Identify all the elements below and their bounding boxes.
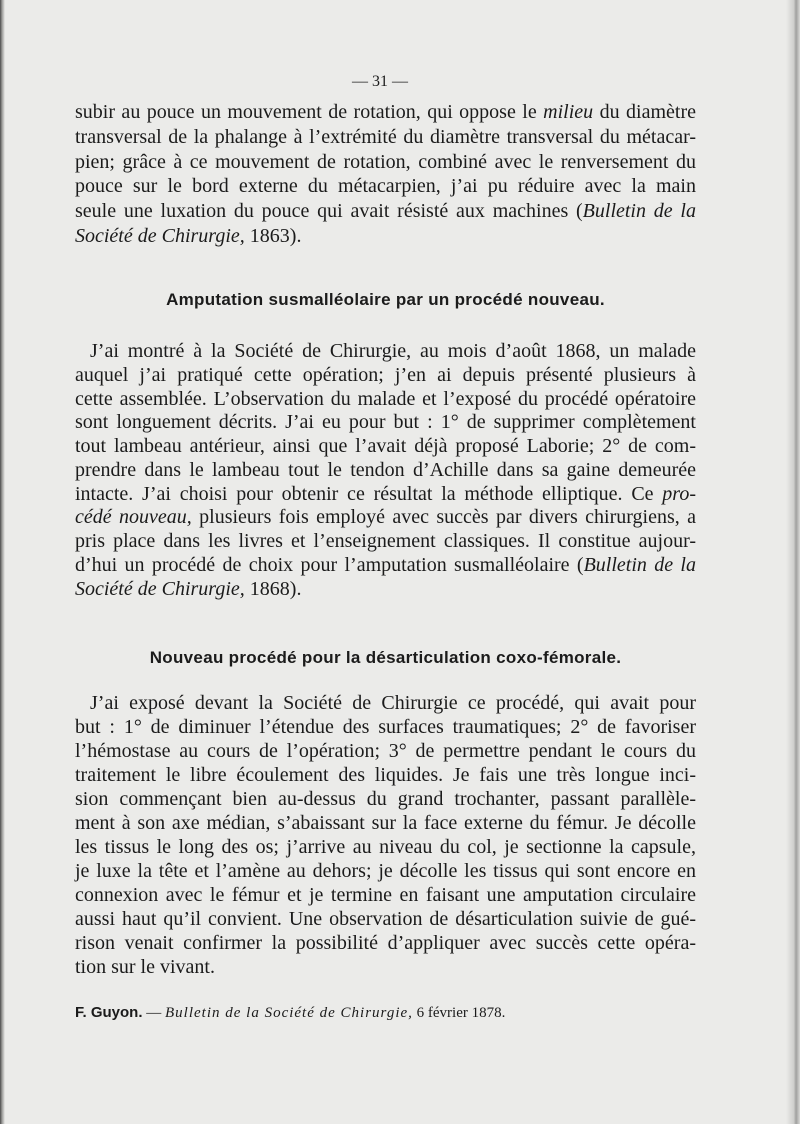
section-paragraph-desarticulation: [75, 691, 696, 979]
text-line: [75, 411, 696, 435]
text-line: [75, 691, 696, 715]
text-line: [75, 530, 696, 554]
text-run: sion commençant bien au-dessus du grand trochanter, passant parallèle-: [75, 788, 696, 810]
text-run: pien; grâce à ce mouvement de rotation, combiné avec le renversement du: [75, 150, 696, 173]
text-line: [75, 506, 696, 530]
text-line: [75, 100, 696, 125]
text-run: sont longuement décrits. J’ai eu pour but : 1° de supprimer complètement: [75, 411, 696, 434]
text-line: [75, 955, 696, 979]
text-run: auquel j’ai pratiqué cette opération; j’en ai depuis présenté plusieurs à: [75, 363, 696, 386]
text-line: [75, 811, 696, 835]
italic-text-run: Société de Chirurgie,: [75, 224, 245, 247]
text-run: pris place dans les livres et l’enseignement classiques. Il constitue aujour-: [75, 530, 696, 552]
text-line: [75, 340, 696, 364]
text-run: pouce sur le bord externe du métacarpien, j’ai pu réduire avec la main: [75, 175, 696, 198]
citation-author: F. Guyon.: [75, 1004, 143, 1021]
text-line: [75, 739, 696, 763]
text-line: [75, 199, 696, 224]
citation-footer: [75, 1003, 505, 1023]
text-line: [75, 883, 696, 907]
text-run: rison venait confirmer la possibilité d’appliquer avec succès cette opéra-: [75, 932, 696, 954]
text-line: [75, 835, 696, 859]
text-line: [75, 435, 696, 459]
text-run: les tissus le long des os; j’arrive au niveau du col, je sectionne la capsule,: [75, 836, 696, 858]
section-heading-desarticulation: Nouveau procédé pour la désarticulation coxo-fémorale.: [149, 648, 622, 667]
citation-dash: —: [142, 1005, 165, 1021]
text-run: subir au pouce un mouvement de rotation, qui oppose le: [75, 101, 544, 123]
citation-source: Bulletin de la Société de Chirurgie,: [165, 1005, 413, 1021]
text-run: tout lambeau antérieur, ainsi que l’avait déjà proposé Laborie; 2° de com-: [75, 435, 696, 457]
text-run: J’ai montré à la Société de Chirurgie, au mois d’août 1868, un malade: [90, 340, 696, 362]
italic-text-run: pro-: [662, 482, 696, 505]
text-line: [75, 554, 696, 578]
text-line: [75, 388, 696, 412]
text-run: 1863).: [244, 224, 302, 247]
text-run: tion sur le vivant.: [75, 956, 215, 978]
text-run: seule une luxation du pouce qui avait résisté aux machines (: [75, 200, 583, 223]
text-line: [75, 364, 696, 388]
italic-text-run: cédé nouveau,: [75, 506, 192, 529]
text-line: [75, 787, 696, 811]
text-line: [75, 459, 696, 483]
text-run: transversal de la phalange à l’extrémité du diamètre transversal du métacar-: [75, 125, 696, 148]
text-line: [75, 125, 696, 150]
text-line: [75, 174, 696, 199]
text-run: du diamètre: [593, 101, 696, 123]
text-run: traitement le libre écoulement des liquides. Je fais une très longue inci-: [75, 764, 696, 786]
text-run: intacte. J’ai choisi pour obtenir ce résultat la méthode elliptique. Ce: [75, 482, 663, 505]
text-run: connexion avec le fémur et je termine en faisant une amputation circulaire: [75, 884, 696, 906]
text-run: 1868).: [244, 577, 302, 600]
text-run: prendre dans le lambeau tout le tendon d’Achille dans sa gaine demeurée: [75, 458, 696, 481]
text-line: [75, 483, 696, 507]
citation-date: 6 février 1878.: [412, 1005, 506, 1021]
text-run: cette assemblée. L’observation du malade et l’exposé du procédé opératoire: [75, 387, 696, 410]
italic-text-run: Société de Chirurgie,: [75, 577, 245, 600]
text-line: [75, 907, 696, 931]
text-line: [75, 578, 696, 602]
text-run: but : 1° de diminuer l’étendue des surfaces traumatiques; 2° de favoriser: [75, 716, 696, 738]
text-run: ment à son axe médian, s’abaissant sur la face externe du fémur. Je décolle: [75, 812, 696, 834]
intro-paragraph: [75, 100, 696, 249]
section-heading-amputation: Amputation susmalléolaire par un procédé nouveau.: [166, 290, 605, 309]
text-line: [75, 150, 696, 175]
italic-text-run: Bulletin de la: [583, 553, 696, 576]
text-run: aussi haut qu’il convient. Une observation de désarticulation suivie de gué-: [75, 908, 696, 930]
text-line: [75, 224, 696, 249]
section-paragraph-amputation: [75, 340, 696, 601]
text-run: je luxe la tête et l’amène au dehors; je décolle les tissus qui sont encore en: [75, 860, 696, 882]
italic-text-run: milieu: [543, 101, 594, 123]
text-line: [75, 931, 696, 955]
italic-text-run: Bulletin de la: [582, 200, 696, 223]
text-run: l’hémostase au cours de l’opération; 3° de permettre pendant le cours du: [75, 740, 696, 762]
text-run: J’ai exposé devant la Société de Chirurgie ce procédé, qui avait pour: [90, 692, 696, 714]
page-number: — 31 —: [352, 73, 408, 90]
text-line: [75, 763, 696, 787]
text-run: plusieurs fois employé avec succès par divers chirurgiens, a: [191, 506, 696, 529]
text-line: [75, 859, 696, 883]
text-line: [75, 715, 696, 739]
text-run: d’hui un procédé de choix pour l’amputation susmalléolaire (: [75, 553, 584, 576]
